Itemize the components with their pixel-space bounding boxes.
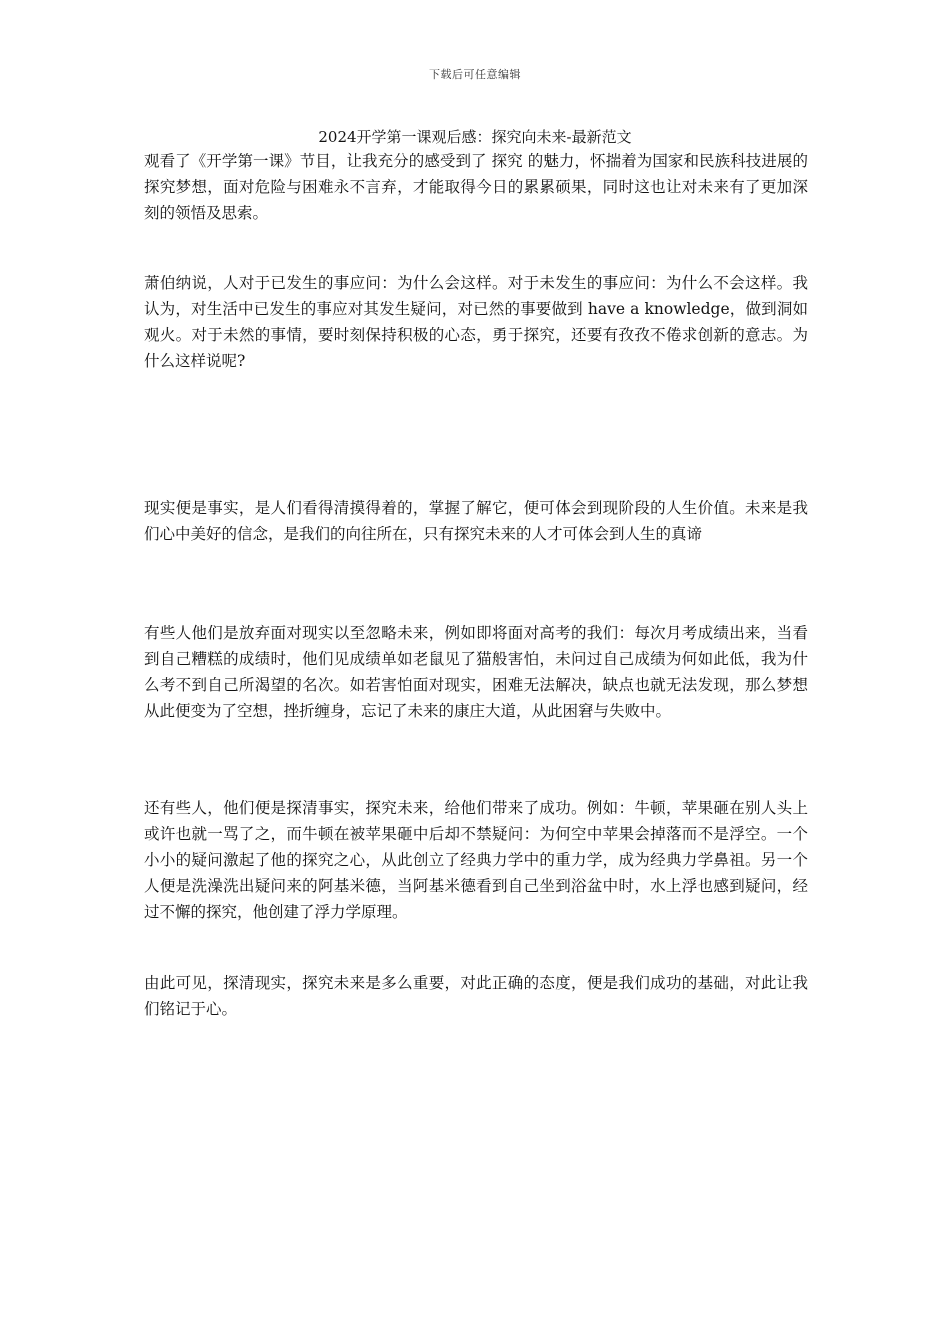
paragraph-reality: 现实便是事实，是人们看得清摸得着的，掌握了解它，便可体会到现阶段的人生价值。未来是我们心中美好的信念，是我们的向往所在，只有探究未来的人才可体会到人生的真谛 bbox=[144, 499, 808, 543]
paragraph-shaw-quote: 萧伯纳说，人对于已发生的事应问：为什么会这样。对于未发生的事应问：为什么不会这样。我认为，对生活中已发生的事应对其发生疑问，对已然的事要做到 have a knowledge，做到洞如观火。对于未然的事情，要时刻保持积极的心态，勇于探究，还要有孜孜不倦求创新的意志。为什么这样说呢? bbox=[144, 274, 808, 370]
document-title: 2024开学第一课观后感：探究向未来-最新范文 bbox=[318, 128, 632, 146]
paragraph-intro: 观看了《开学第一课》节目，让我充分的感受到了 探究 的魅力，怀揣着为国家和民族科技进展的探究梦想，面对危险与困难永不言弃，才能取得今日的累累硕果，同时这也让对未来有了更加深刻的领悟及思索。 bbox=[144, 152, 808, 222]
paragraph-avoid-reality: 有些人他们是放弃面对现实以至忽略未来，例如即将面对高考的我们：每次月考成绩出来，当看到自己糟糕的成绩时，他们见成绩单如老鼠见了猫般害怕，未问过自己成绩为何如此低，我为什么考不到自己所渴望的名次。如若害怕面对现实，困难无法解决，缺点也就无法发现，那么梦想从此便变为了空想，挫折缠身，忘记了未来的康庄大道，从此困窘与失败中。 bbox=[144, 624, 808, 720]
paragraph-newton-archimedes: 还有些人，他们便是探清事实，探究未来，给他们带来了成功。例如：牛顿，苹果砸在别人头上或许也就一骂了之，而牛顿在被苹果砸中后却不禁疑问：为何空中苹果会掉落而不是浮空。一个小小的疑问激起了他的探究之心，从此创立了经典力学中的重力学，成为经典力学鼻祖。另一个人便是洗澡洗出疑问来的阿基米德，当阿基米德看到自己坐到浴盆中时，水上浮也感到疑问，经过不懈的探究，他创建了浮力学原理。 bbox=[144, 799, 808, 921]
download-note: 下载后可任意编辑 bbox=[429, 68, 521, 81]
paragraph-conclusion: 由此可见，探清现实，探究未来是多么重要，对此正确的态度，便是我们成功的基础，对此让我们铭记于心。 bbox=[144, 974, 808, 1018]
